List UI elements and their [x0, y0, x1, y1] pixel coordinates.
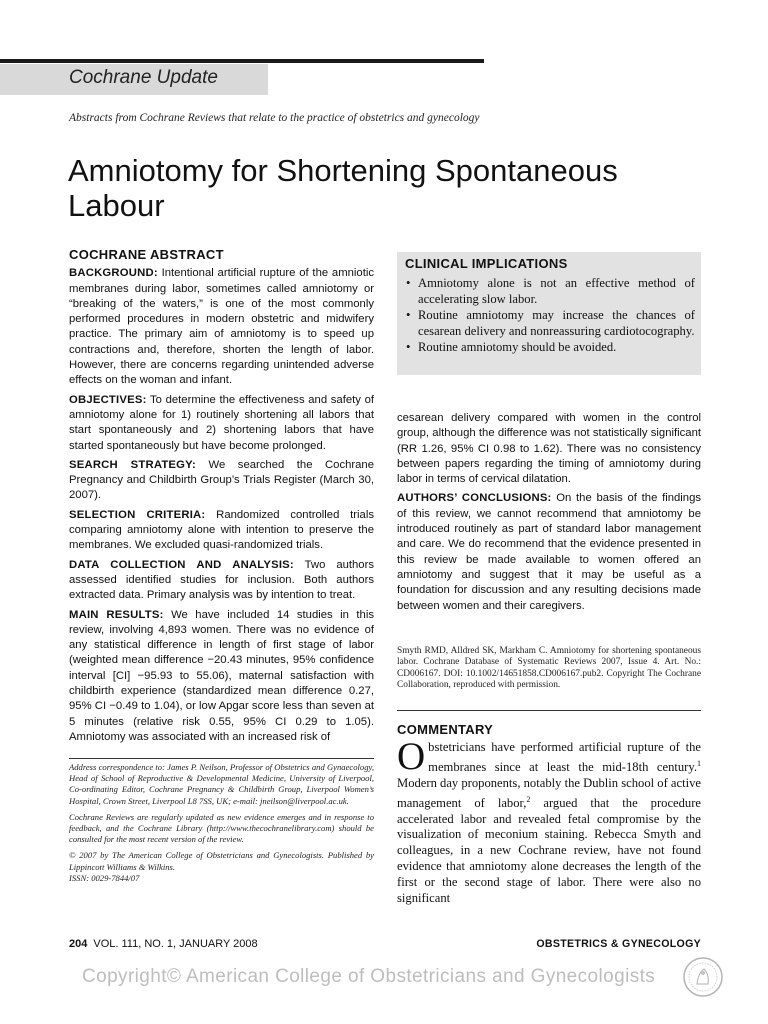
- conclusions-text: On the basis of the findings of this review, we cannot recommend that amniotomy be introduced routinely as part of standard labor management and care. We do recommend that the evidence presented in this review be made available to women offered an amniotomy and suggest that it may be useful as a foundation for discussion and any resulting decisions made between women and their caregivers.: [397, 492, 702, 612]
- search-text: We searched the Cochrane Pregnancy and Childbirth Group’s Trials Register (March 30, 2007).: [69, 458, 374, 502]
- background-label: BACKGROUND:: [69, 267, 158, 280]
- update-footnote: Cochrane Reviews are regularly updated as new evidence emerges and in response to feedback, and the Cochrane Library (http://www.thecochranelibrary.com) should be consulted for the most recent version of the review.: [69, 811, 374, 845]
- clinical-implications-list: [405, 275, 695, 355]
- objectives-label: OBJECTIVES:: [69, 393, 147, 406]
- article-title: Amniotomy for Shortening Spontaneous Labour: [68, 153, 618, 223]
- commentary-heading: COMMENTARY: [397, 722, 494, 737]
- results-text: We have included 14 studies in this review, involving 4,893 women. There was no evidence of any statistical difference in length of first stage of labor (weighted mean difference −20.43 minutes, 95% confidence interval [CI] −95.93 to 55.06), maternal satisfaction with childbirth experience (standardized mean difference 0.27, 95% CI −0.49 to 1.04), or low Apgar score less than seven at 5 minutes (relative risk 0.55, 95% CI 0.29 to 1.05). Amniotomy was associated with an increased risk of: [69, 608, 375, 743]
- section-label: Cochrane Update: [69, 67, 218, 88]
- drop-cap: O: [397, 735, 426, 778]
- objectives-paragraph: [69, 393, 374, 454]
- conclusions-label: AUTHORS’ CONCLUSIONS:: [397, 492, 552, 505]
- clinical-implications-heading: CLINICAL IMPLICATIONS: [405, 256, 568, 271]
- commentary-part-3: argued that the procedure accelerated labor and revealed fetal compromise by the visualization of meconium staining. Rebecca Smyth and colleagues, in a new Cochrane review, have not found evidence that amniotomy alone decreases the length of the first or the second stage of labor. There were also no significant: [397, 795, 701, 905]
- copyright-footnote: © 2007 by The American College of Obstetricians and Gynecologists. Published by Lippincott Williams & Wilkins.: [69, 850, 374, 872]
- citation-rule: [397, 710, 701, 711]
- address-footnote: Address correspondence to: James P. Neilson, Professor of Obstetrics and Gynaecology, Head of School of Reproductive & Developmental Medicine, University of Liverpool, Co-ordinating Editor, Cochrane Pregnancy & Childbirth Group, Liverpool Women’s Hospital, Crown Street, Liverpool L8 7SS, UK; e-mail: jneilson@liverpool.ac.uk.: [69, 762, 374, 806]
- commentary-text: [397, 735, 701, 906]
- selection-paragraph: [69, 508, 374, 554]
- list-item: • Routine amniotomy may increase the chances of cesarean delivery and nonreassuring cardiotocography.: [405, 307, 695, 339]
- results-paragraph: [69, 608, 374, 746]
- results-continued: cesarean delivery compared with women in the control group, although the difference was not statistically significant (RR 1.26, 95% CI 0.98 to 1.62). There was no consistency between papers regarding the timing of amniotomy during labor in terms of cervical dilatation.: [397, 412, 701, 486]
- background-paragraph: [69, 266, 374, 388]
- page-number: 204: [69, 938, 88, 950]
- abstract-continued-column: [397, 411, 701, 618]
- data-collection-paragraph: [69, 558, 374, 604]
- search-label: SEARCH STRATEGY:: [69, 458, 197, 471]
- footnotes: [69, 762, 374, 889]
- issn-footnote: ISSN: 0029-7844/07: [69, 872, 140, 883]
- copyright-watermark: Copyright© American College of Obstetricians and Gynecologists: [82, 966, 656, 987]
- background-text: Intentional artificial rupture of the amniotic membranes during labor, sometimes called amniotomy or “breaking of the waters,” is one of the most commonly performed procedures in modern obstetric and midwifery practice. The primary aim of amniotomy is to speed up contractions and, therefore, shorten the length of labor. However, there are concerns regarding unintended adverse effects on the woman and infant.: [69, 267, 374, 387]
- section-subtitle: Abstracts from Cochrane Reviews that relate to the practice of obstetrics and gynecology: [69, 112, 480, 124]
- list-item: • Routine amniotomy should be avoided.: [405, 339, 695, 355]
- list-item: • Amniotomy alone is not an effective method of accelerating slow labor.: [405, 275, 695, 307]
- data-collection-text: Two authors assessed identified studies for inclusion. Both authors extracted data. Primary analysis was by intention to treat.: [69, 558, 374, 602]
- reference-2[interactable]: 2: [526, 794, 531, 804]
- selection-label: SELECTION CRITERIA:: [69, 508, 206, 521]
- review-citation: Smyth RMD, Alldred SK, Markham C. Amniotomy for shortening spontaneous labor. Cochrane Database of Systematic Reviews 2007, Issue 4. Art. No.: CD006167. DOI: 10.1002/14651858.CD006167.pub2. Copyright The Cochrane Collaboration, reproduced with permission.: [397, 646, 701, 691]
- commentary-part-2: Modern day proponents, notably the Dublin school of active management of labor,: [397, 775, 701, 810]
- section-header-band: [0, 64, 268, 95]
- abstract-column: [69, 247, 374, 749]
- header-rule: [0, 59, 484, 63]
- clinical-implications-box: [397, 252, 701, 375]
- footnote-rule: [69, 758, 374, 759]
- page-footer-left: [69, 938, 258, 950]
- search-paragraph: [69, 458, 374, 504]
- objectives-text: To determine the effectiveness and safety of amniotomy alone for 1) routinely shortening all labors that start spontaneously and 2) shortening labors that have started spontaneously but have become prolonged.: [69, 393, 375, 452]
- reference-1[interactable]: 1: [697, 758, 701, 768]
- commentary-part-1: bstetricians have performed artificial rupture of the membranes since at least the mid-18th century.: [428, 740, 701, 774]
- results-label: MAIN RESULTS:: [69, 608, 164, 621]
- selection-text: Randomized controlled trials comparing amniotomy alone with intention to preserve the membranes. We excluded quasi-randomized trials.: [69, 508, 374, 552]
- abstract-heading: COCHRANE ABSTRACT: [69, 247, 224, 262]
- volume-info: VOL. 111, NO. 1, JANUARY 2008: [93, 938, 258, 950]
- journal-name: OBSTETRICS & GYNECOLOGY: [536, 938, 701, 950]
- conclusions-paragraph: [397, 491, 701, 613]
- acog-seal-icon: [682, 956, 724, 998]
- data-collection-label: DATA COLLECTION AND ANALYSIS:: [69, 558, 294, 571]
